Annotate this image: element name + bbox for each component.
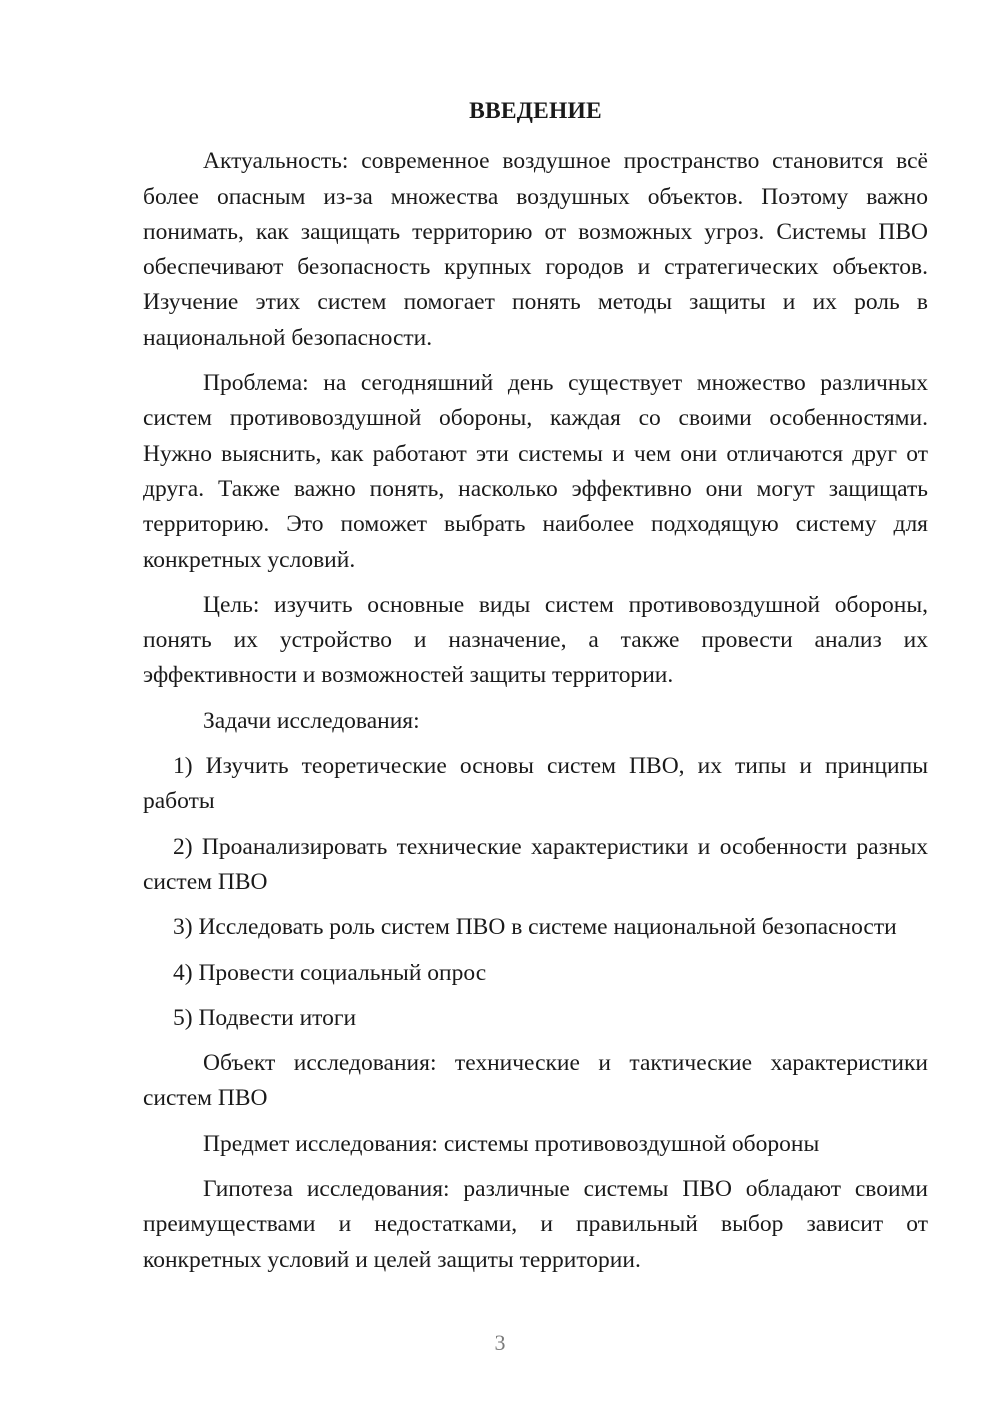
task-item-2: 2) Проанализировать технические характеристики и особенности разных систем ПВО (143, 833, 928, 895)
hypothesis-paragraph: Гипотеза исследования: различные системы ПВО обладают своими преимуществами и недостатками, и правильный выбор зависит от конкретных условий и целей защиты территории. (143, 1176, 928, 1273)
relevance-paragraph: Актуальность: современное воздушное пространство становится всё более опасным из-за множества воздушных объектов. Поэтому важно понимать, как защищать территорию от возможных угроз. Системы ПВО обеспечивают безопасность крупных городов и стратегических объектов. Изучение этих систем помогает понять методы защиты и их роль в национальной безопасности. (143, 148, 928, 351)
tasks-heading: Задачи исследования: (203, 707, 420, 734)
page-number: 3 (494, 1330, 506, 1355)
task-item-4: 4) Провести социальный опрос (173, 959, 487, 986)
subject-paragraph: Предмет исследования: системы противовоздушной обороны (203, 1130, 820, 1157)
task-item-1: 1) Изучить теоретические основы систем ПВО, их типы и принципы работы (143, 753, 928, 815)
goal-paragraph: Цель: изучить основные виды систем противовоздушной обороны, понять их устройство и назначение, а также провести анализ их эффективности и возможностей защиты территории. (143, 591, 928, 689)
object-paragraph: Объект исследования: технические и тактические характеристики систем ПВО (143, 1050, 928, 1112)
section-title: ВВЕДЕНИЕ (469, 98, 602, 124)
task-item-3: 3) Исследовать роль систем ПВО в системе национальной безопасности (173, 914, 897, 941)
page-content (143, 94, 928, 1288)
problem-paragraph: Проблема: на сегодняшний день существует множество различных систем противовоздушной обороны, каждая со своими особенностями. Нужно выяснить, как работают эти системы и чем они отличаются друг от друга. Также важно понять, насколько эффективно они могут защищать территорию. Это поможет выбрать наиболее подходящую систему для конкретных условий. (143, 370, 928, 573)
task-item-5: 5) Подвести итоги (173, 1004, 357, 1031)
